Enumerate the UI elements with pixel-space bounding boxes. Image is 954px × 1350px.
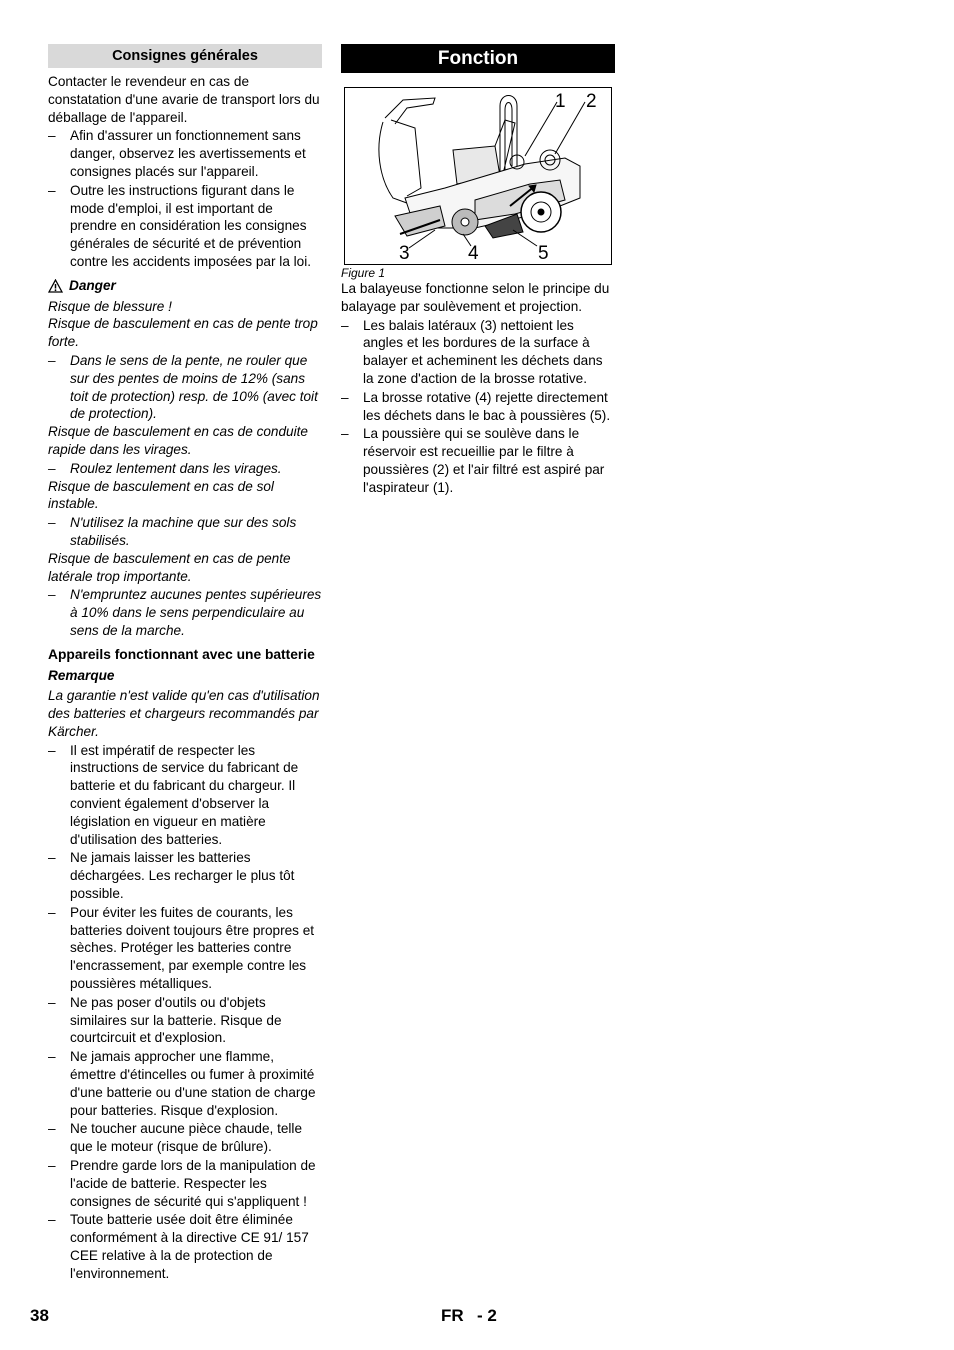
list-item: – Afin d'assurer un fonctionnement sans danger, observez les avertissements et consignes placés sur l'appareil.: [48, 128, 306, 179]
list-item: – N'utilisez la machine que sur des sols stabilisés.: [48, 515, 297, 548]
list-item: – Les balais latéraux (3) nettoient les angles et les bordures de la surface à balayer et acheminent les déchets dans la zone d'action de la brosse rotative.: [341, 317, 603, 386]
intro-paragraph: Contacter le revendeur en cas de constatation d'une avarie de transport lors du déballage de l'appareil.: [48, 74, 320, 125]
sweeper-illustration: [345, 88, 611, 264]
sweeper-figure: [344, 87, 612, 265]
list-item: – Prendre garde lors de la manipulation de l'acide de batterie. Respecter les consignes de sécurité qui s'appliquent !: [48, 1158, 316, 1209]
right-column: [341, 44, 615, 497]
callout-1: 1: [555, 91, 566, 112]
list-item: – Dans le sens de la pente, ne rouler que sur des pentes de moins de 12% (sans toit de protection) resp. de 10% (avec toit de protection).: [48, 352, 318, 422]
general-instructions-heading: Consignes générales: [48, 44, 322, 68]
list-item: – N'empruntez aucunes pentes supérieures à 10% dans le sens perpendiculaire au sens de la marche.: [48, 587, 322, 638]
note-label: Remarque: [48, 667, 115, 683]
callout-3: 3: [399, 243, 410, 264]
list-item: – La brosse rotative (4) rejette directement les déchets dans le bac à poussières (5).: [341, 389, 611, 423]
list-item: – Outre les instructions figurant dans le mode d'emploi, il est important de prendre en considération les consignes générales de sécurité et de prévention contre les accidents imposées par la loi.: [48, 182, 312, 269]
list-item: – Ne pas poser d'outils ou d'objets similaires sur la batterie. Risque de courtcircuit et d'explosion.: [48, 994, 282, 1046]
list-item: – Toute batterie usée doit être éliminée conformément à la directive CE 91/ 157 CEE relative à la de protection de l'environnement.: [48, 1212, 309, 1281]
language-page: - 2: [477, 1306, 497, 1325]
warning-icon: [48, 279, 63, 293]
callout-4: 4: [468, 243, 479, 264]
list-item: – Roulez lentement dans les virages.: [48, 460, 282, 476]
callout-2: 2: [586, 91, 597, 112]
figure-caption: Figure 1: [341, 266, 386, 280]
note-text: La garantie n'est valide qu'en cas d'utilisation des batteries et chargeurs recommandés par Kärcher.: [48, 688, 320, 739]
danger-block: Risque de blessure ! Risque de basculement en cas de pente trop forte. – Dans le sens de la pente, ne rouler que sur des pentes de moins de 12% (sans toit de protection) resp. de 10% (avec toit de protection). Risque de basculement en cas de conduite rapide dans les virages. – Roulez lentement dans les virages. Risque de basculement en cas de sol instable. – N'utilisez la machine que sur des sols stabilisés. Risque de basculement en cas de pente latérale trop importante. – N'empruntez aucunes pentes supérieures à 10% dans le sens perpendiculaire au sens de la marche.: [48, 298, 322, 638]
page-number: 38: [30, 1306, 49, 1325]
battery-heading: Appareils fonctionnant avec une batterie: [48, 646, 315, 662]
list-item: – La poussière qui se soulève dans le réservoir est recueillie par le filtre à poussières (2) et l'air filtré est aspiré par l'aspirateur (1).: [341, 426, 605, 495]
list-item: – Ne jamais laisser les batteries déchargées. Les recharger le plus tôt possible.: [48, 850, 295, 902]
function-heading: Fonction: [341, 44, 615, 73]
function-intro: La balayeuse fonctionne selon le principe du balayage par soulèvement et projection.: [341, 281, 610, 314]
list-item: – Pour éviter les fuites de courants, les batteries doivent toujours être propres et sèches. Protéger les batteries contre l'encrassement, par exemple contre les poussières métalliques.: [48, 904, 315, 992]
language-code: FR: [441, 1306, 464, 1325]
list-item: – Ne toucher aucune pièce chaude, telle que le moteur (risque de brûlure).: [48, 1121, 303, 1155]
list-item: – Il est impératif de respecter les instructions de service du fabricant de batterie et du fabricant du chargeur. Il convient également d'observer la législation en vigueur en matière d'utilisation des batteries.: [48, 742, 299, 847]
list-item: – Ne jamais approcher une flamme, émettre d'étincelles ou fumer à proximité d'une batterie ou d'une station de charge pour batteries. Risque d'explosion.: [48, 1049, 316, 1118]
danger-label: Danger: [48, 277, 322, 295]
left-column: [48, 44, 322, 1283]
callout-5: 5: [538, 243, 549, 264]
